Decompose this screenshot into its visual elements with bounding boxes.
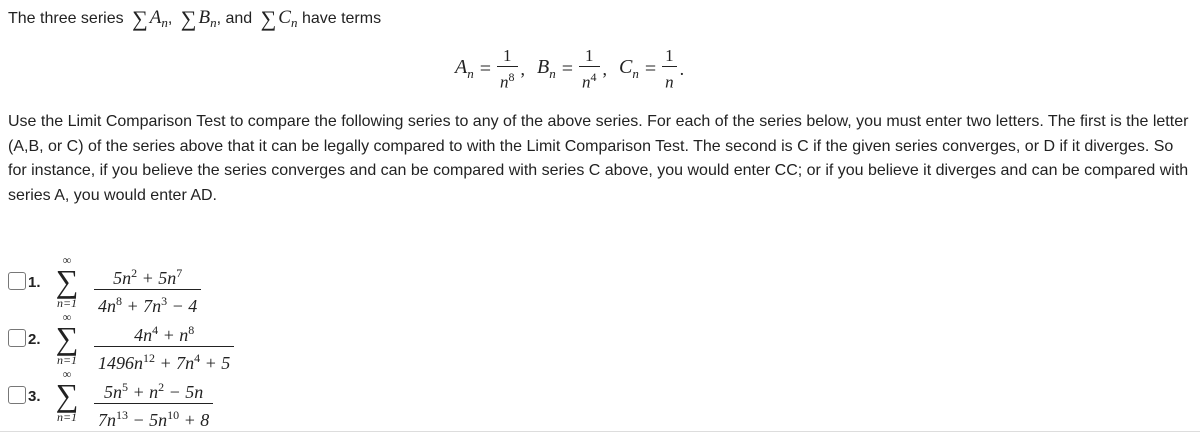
def-b-sub: n [549, 66, 556, 81]
def-a-name: A [455, 56, 468, 78]
def-c-sub: n [632, 66, 639, 81]
problem-1 [8, 253, 308, 316]
intro-and: , and [216, 10, 253, 27]
series-a-name: A [149, 7, 162, 28]
def-a-sub: n [467, 66, 474, 81]
instructions-text: Use the Limit Comparison Test to compare the following series to any of the above series. For each of the series below, you must enter two letters. The first is the letter (A,B, or C) of the series above that it can be legally compared to with the Limit Comparison Test. The second is C if the given series converges, or D if it diverges. So for instance, if you believe the series converges and can be compared with series C above, you would enter CC; or if you believe it diverges and can be compared with series A, you would enter AD. [8, 113, 1189, 204]
sum-upper-limit: ∞ [62, 367, 72, 381]
sum-lower-limit: n=1 [56, 410, 78, 424]
sum-lower-limit: n=1 [56, 296, 78, 310]
def-a-punct: , [520, 58, 525, 79]
def-a-numerator: 1 [503, 45, 512, 65]
series-definitions [455, 44, 696, 94]
sum-lower-limit: n=1 [56, 353, 78, 367]
summation [54, 368, 80, 424]
denominator: $4n^8 + 7n^3 - 4$ [94, 289, 201, 317]
sigma-symbol: ∑ [55, 263, 79, 299]
def-c-punct: . [679, 58, 685, 79]
answer-checkbox[interactable] [8, 329, 26, 347]
sum-upper-limit: ∞ [62, 310, 72, 324]
series-b-name: B [198, 7, 211, 28]
intro-suffix: have terms [301, 10, 382, 27]
def-b-punct: , [602, 58, 607, 79]
numerator: $5n^5 + n^2 - 5n$ [104, 380, 204, 402]
definition-a [455, 46, 525, 93]
def-b-fraction [579, 46, 600, 93]
series-a-sub: n [161, 15, 168, 30]
equals-sign: = [479, 57, 491, 80]
intro-sentence [8, 6, 381, 35]
def-b-name: B [537, 56, 550, 78]
series-term-fraction [94, 319, 234, 374]
series-term-fraction [94, 262, 201, 317]
sigma-symbol: ∑ [180, 6, 197, 31]
problem-3 [8, 367, 308, 430]
problem-number: 2. [28, 331, 41, 348]
sigma-symbol: ∑ [132, 6, 148, 31]
series-c-name: C [278, 7, 291, 28]
denominator: $7n^{13} - 5n^{10} + 8$ [94, 403, 213, 431]
sum-upper-limit: ∞ [62, 253, 72, 267]
answer-checkbox[interactable] [8, 272, 26, 290]
denominator: $1496n^{12} + 7n^4 + 5$ [94, 346, 234, 374]
sigma-symbol: ∑ [260, 6, 277, 31]
intro-prefix: The three series [8, 10, 124, 27]
definition-b [537, 46, 607, 93]
equals-sign: = [561, 57, 573, 80]
def-c-denominator: n [662, 66, 677, 93]
summation [54, 254, 80, 310]
def-b-numerator: 1 [585, 45, 594, 65]
def-a-denominator: $n^8$ [497, 66, 518, 93]
series-c-sub: n [290, 15, 298, 30]
numerator: $4n^4 + n^8$ [134, 323, 195, 345]
summation [54, 311, 80, 367]
numerator: $5n^2 + 5n^7$ [113, 266, 183, 288]
def-c-name: C [619, 56, 633, 78]
divider [0, 431, 1200, 432]
series-b-sub: n [210, 15, 217, 30]
problem-number: 3. [28, 388, 41, 405]
sigma-symbol: ∑ [55, 377, 79, 413]
equals-sign: = [644, 57, 657, 80]
series-term-fraction [94, 376, 213, 431]
def-c-fraction [662, 46, 677, 93]
problem-2 [8, 310, 308, 373]
def-b-denominator: $n^4$ [579, 66, 600, 93]
definition-c [619, 46, 684, 93]
def-a-fraction [497, 46, 518, 93]
answer-checkbox[interactable] [8, 386, 26, 404]
sigma-symbol: ∑ [55, 320, 79, 356]
problem-number: 1. [28, 274, 41, 291]
def-c-numerator: 1 [665, 45, 674, 65]
intro-sep: , [167, 10, 173, 27]
